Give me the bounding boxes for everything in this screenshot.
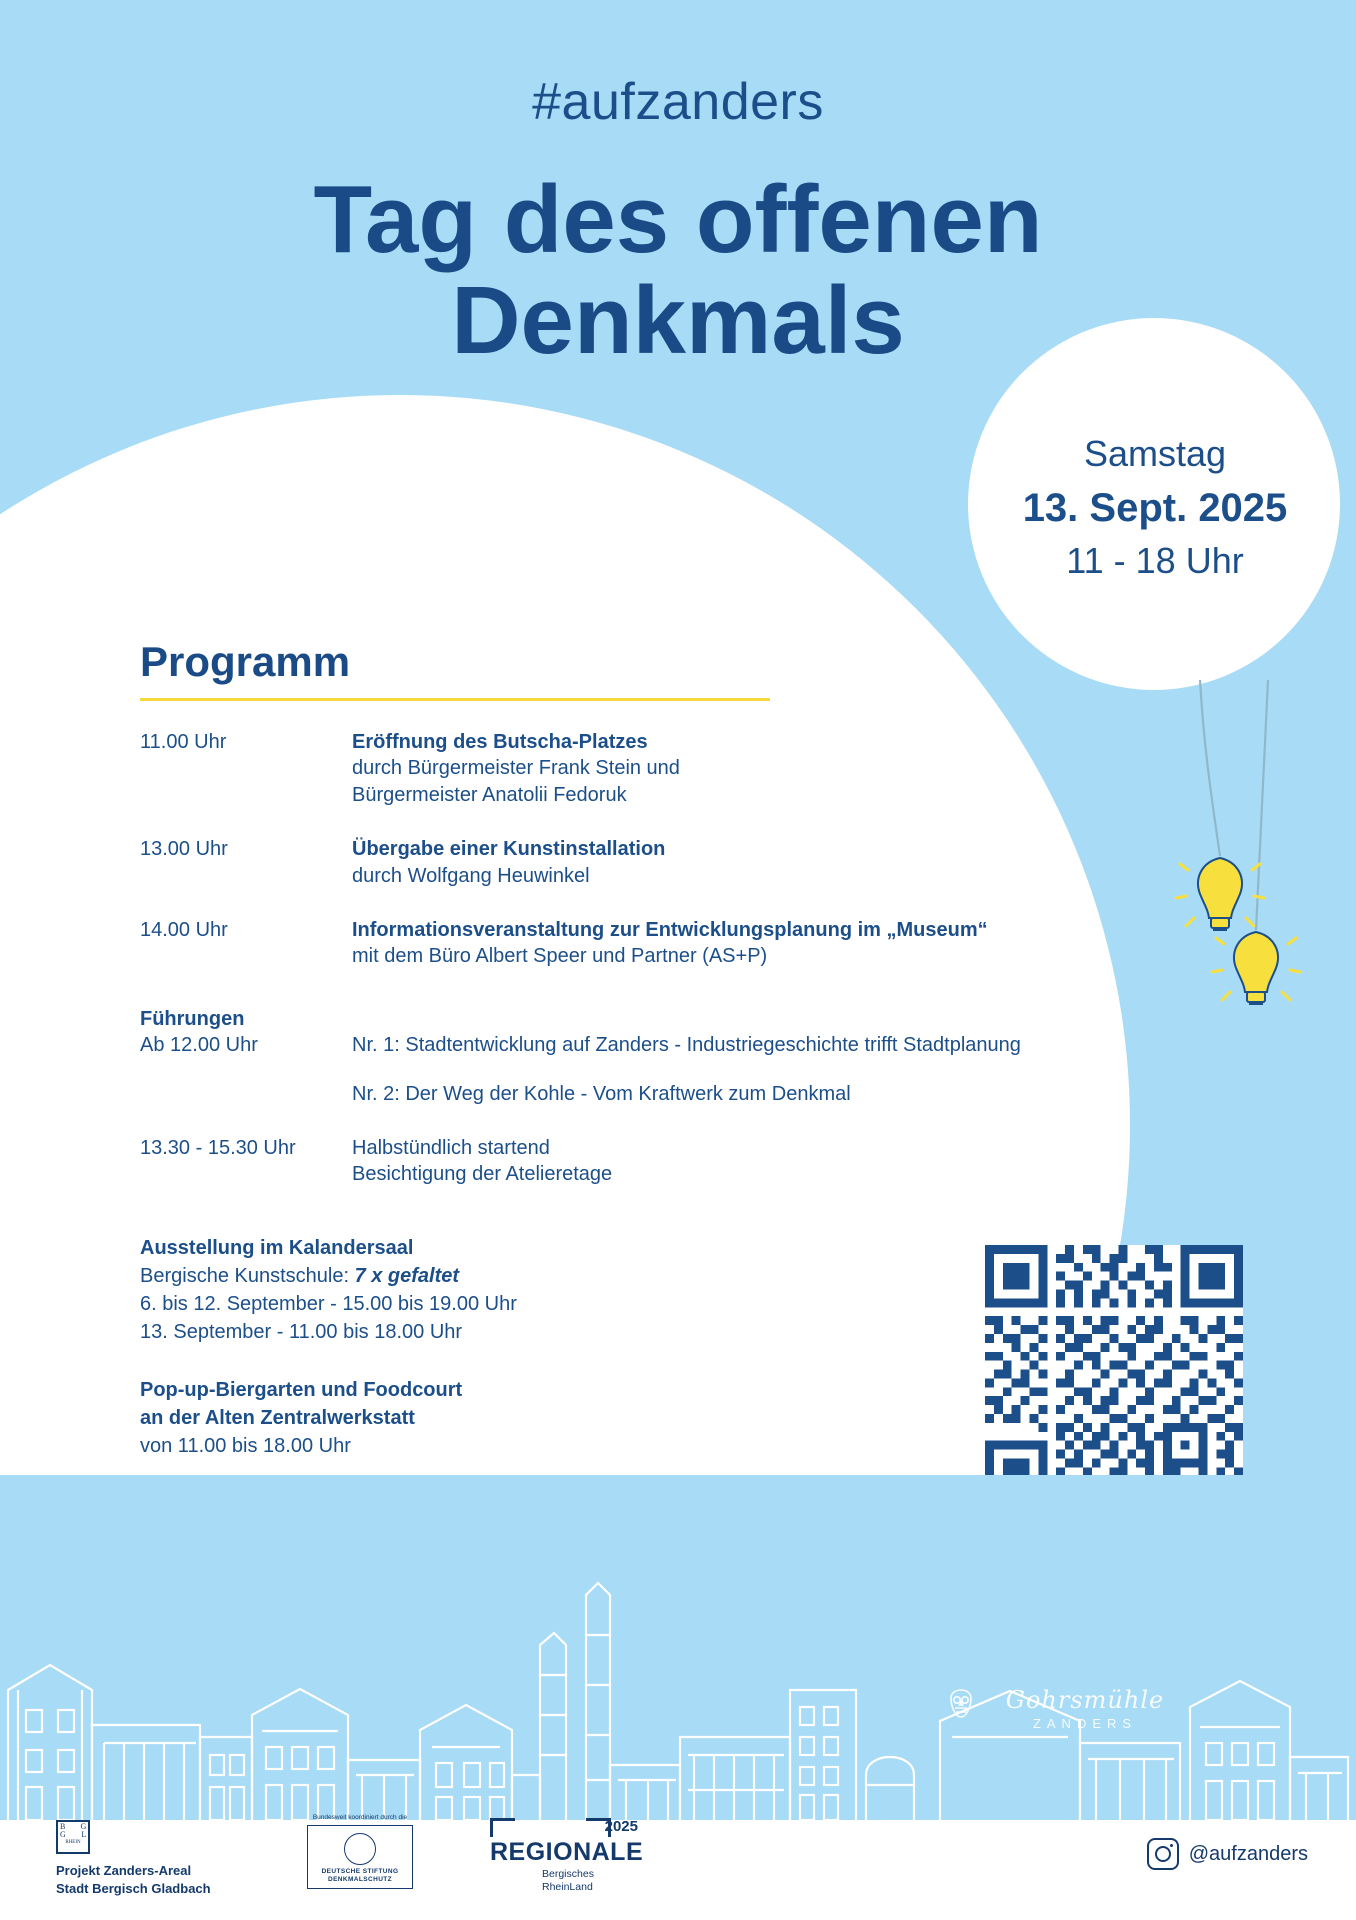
program-divider [140,698,770,701]
slot-description [352,836,1040,889]
slot-title: Informationsveranstaltung zur Entwicklungsplanung im „Museum“ [352,918,988,941]
biergarten-block [140,1376,1040,1460]
footer-zanders-line-2: Stadt Bergisch Gladbach [56,1880,211,1896]
regionale-year: 2025 [604,1818,638,1835]
biergarten-time: von 11.00 bis 18.00 Uhr [140,1434,351,1457]
title-line-2: Denkmals [451,266,905,374]
date-time: 11 - 18 Uhr [1066,539,1244,581]
guided-tours-time: Ab 12.00 Uhr [140,1034,258,1057]
program-slot [140,729,1040,808]
date-bubble [985,430,1325,585]
guided-tour-2: Nr. 2: Der Weg der Kohle - Vom Kraftwerk zum Denkmal [352,1082,851,1105]
owl-icon [946,1688,976,1720]
ateliers-line-1: Halbstündlich startend [352,1136,550,1159]
dsd-caption: Bundesweit koordiniert durch die [312,1814,408,1821]
date-date: 13. Sept. 2025 [1022,485,1288,530]
biergarten-heading-2: an der Alten Zentralwerkstatt [140,1406,415,1429]
skyline-illustration [0,1475,1356,1820]
exhibition-line-3: 13. September - 11.00 bis 18.00 Uhr [140,1320,463,1343]
dsd-seal-icon [344,1833,376,1865]
page-title [0,166,1356,374]
title-line-1: Tag des offenen [313,166,1043,273]
date-weekday: Samstag [1083,433,1227,474]
exhibition-line-1-pre: Bergische Kunstschule: [140,1264,355,1287]
dsd-name-1: DEUTSCHE STIFTUNG [321,1867,399,1875]
regionale-sub-1: Bergisches [542,1868,594,1880]
regionale-sub-2: RheinLand [542,1881,593,1894]
logo-deutsche-stiftung-denkmalschutz [305,1814,415,1889]
slot-time: 14.00 Uhr [140,918,228,941]
watermark-script: Gohrsmühle [1005,1686,1165,1714]
program-slot [140,917,1040,970]
slot-description [352,729,1040,808]
slot-detail-2: Bürgermeister Anatolii Fedoruk [352,783,627,806]
qr-code[interactable] [985,1245,1243,1503]
slot-time: 13.00 Uhr [140,838,228,861]
regionale-name: REGIONALE [490,1838,644,1866]
watermark-sub: ZANDERS [1032,1716,1138,1731]
program-section [140,638,1040,1460]
exhibition-heading: Ausstellung im Kalandersaal [140,1236,414,1259]
program-heading: Programm [140,638,351,685]
guided-tours-section [140,1006,1040,1107]
exhibition-line-1 [140,1262,1040,1290]
ateliers-line-2: Besichtigung der Atelieretage [352,1163,613,1186]
regionale-bracket-left-icon [490,1818,515,1837]
lightbulbs-decoration [1160,680,1350,1080]
footer [0,1800,1356,1920]
slot-title: Eröffnung des Butscha-Platzes [352,731,648,753]
ateliers-slot [140,1135,1040,1188]
footer-zanders-line-1: Projekt Zanders-Areal [56,1863,192,1878]
slot-time: 11.00 Uhr [140,731,227,753]
program-slot [140,836,1040,889]
slot-title: Übergabe einer Kunstinstallation [352,838,666,861]
exhibition-line-1-italic: 7 x gefaltet [354,1264,460,1287]
guided-tours-heading: Führungen [140,1007,245,1030]
slot-detail-1: durch Bürgermeister Frank Stein und [352,757,680,780]
stadt-bergisch-gladbach-icon: B G G L RHEIN [56,1820,90,1854]
logo-zanders-areal [56,1820,286,1897]
slot-detail-1: mit dem Büro Albert Speer und Partner (AS+P) [352,945,768,968]
instagram-link[interactable] [1147,1838,1308,1870]
instagram-handle: @aufzanders [1188,1842,1308,1865]
exhibition-line-2: 6. bis 12. September - 15.00 bis 19.00 Uhr [140,1292,517,1315]
dsd-name-2: DENKMALSCHUTZ [327,1875,393,1883]
gohrsmuehle-watermark [990,1686,1180,1731]
slot-description [352,917,1040,970]
ateliers-time: 13.30 - 15.30 Uhr [140,1136,296,1159]
slot-detail-1: durch Wolfgang Heuwinkel [352,864,590,887]
hashtag: #aufzanders [532,73,824,131]
guided-tour-1: Nr. 1: Stadtentwicklung auf Zanders - Industriegeschichte trifft Stadtplanung [352,1034,1021,1057]
biergarten-heading-1: Pop-up-Biergarten und Foodcourt [140,1378,463,1401]
instagram-icon [1147,1838,1179,1870]
exhibition-block [140,1234,1040,1346]
ateliers-description [352,1135,1040,1188]
